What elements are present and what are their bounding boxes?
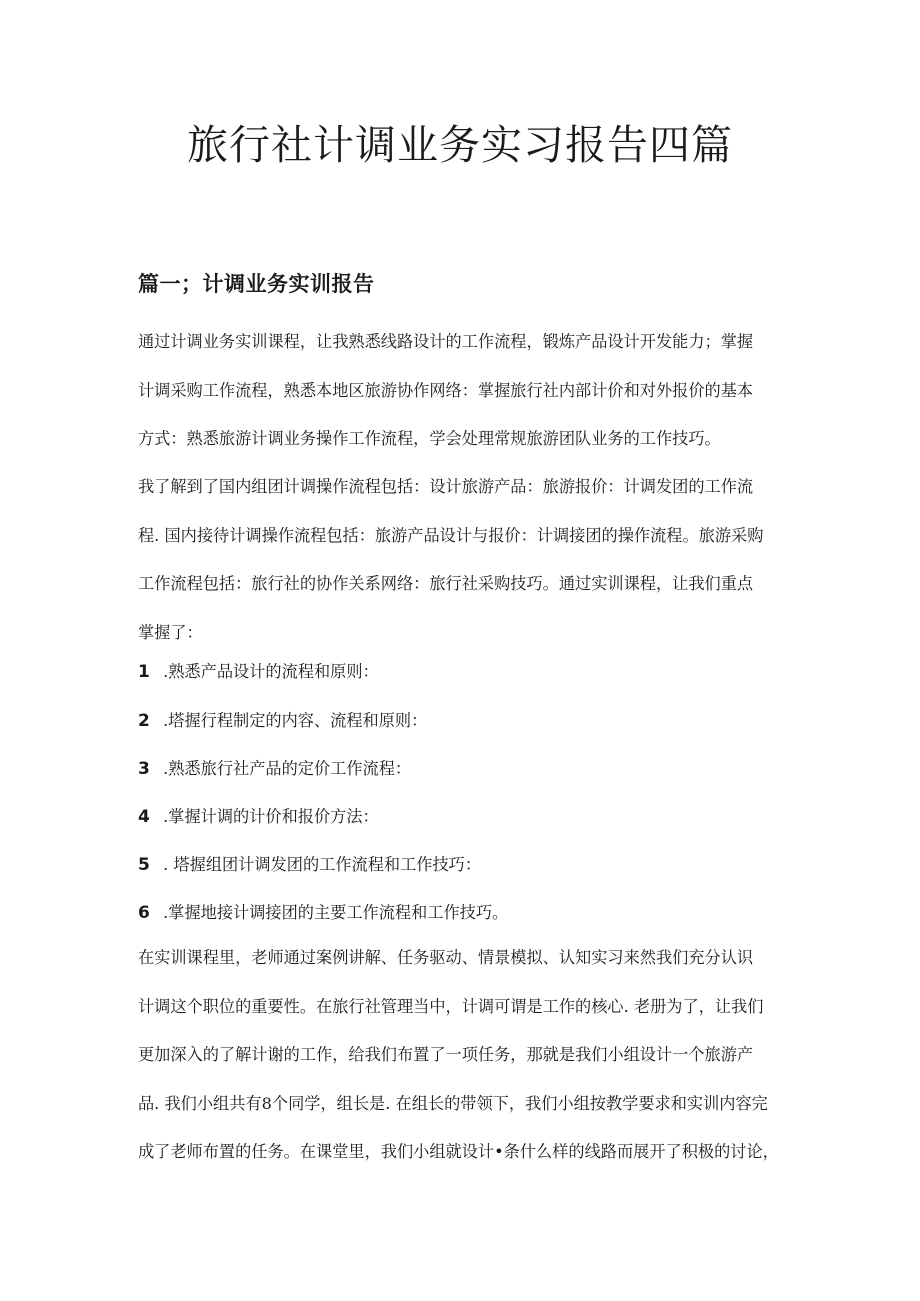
paragraph-line: 程. 国内接待计调操作流程包括：旅游产品设计与报价：计调接团的操作流程。旅游采购 bbox=[138, 525, 764, 545]
list-text: .塔握行程制定的内容、流程和原则： bbox=[163, 711, 428, 730]
paragraph-line: 计调采购工作流程，熟悉本地区旅游协作网络：掌握旅行社内部计价和对外报价的基本 bbox=[138, 380, 754, 400]
list-item bbox=[138, 899, 508, 923]
paragraph-line: 计调这个职位的重要性。在旅行社管理当中，计调可谓是工作的核心. 老册为了，让我们 bbox=[138, 996, 764, 1016]
paragraph-line: 在实训课程里，老师通过案例讲解、任务驱动、情景模拟、认知实习来然我们充分认识 bbox=[138, 948, 754, 967]
list-text: .熟悉产品设计的流程和原则： bbox=[163, 662, 379, 681]
list-number: 3 bbox=[138, 759, 150, 779]
list-text: . 塔握组团计调发团的工作流程和工作技巧： bbox=[163, 855, 482, 874]
list-number: 5 bbox=[138, 855, 150, 875]
document-title: 旅行社计调业务实习报告四篇 bbox=[187, 121, 733, 169]
list-item bbox=[138, 755, 411, 779]
list-number: 6 bbox=[138, 903, 150, 923]
list-number: 1 bbox=[138, 662, 150, 682]
list-item bbox=[138, 658, 379, 682]
paragraph-line: 我了解到了国内组团计调操作流程包括：设计旅游产品：旅游报价：计调发团的工作流 bbox=[138, 477, 754, 496]
paragraph-line: 通过计调业务实训课程，让我熟悉线路设计的工作流程，锻炼产品设计开发能力；掌握 bbox=[138, 332, 754, 351]
section-heading: 篇一；计调业务实训报告 bbox=[138, 272, 375, 296]
list-item bbox=[138, 803, 379, 827]
paragraph-line: 方式：熟悉旅游计调业务操作工作流程，学会处理常规旅游团队业务的工作技巧。 bbox=[138, 429, 721, 448]
list-text: .熟悉旅行社产品的定价工作流程： bbox=[163, 759, 412, 778]
paragraph-1 bbox=[138, 318, 788, 464]
paragraph-line: 工作流程包括：旅行社的协作关系网络：旅行社采购技巧。通过实训课程，让我们重点 bbox=[138, 574, 754, 593]
paragraph-line: 成了老师布置的任务。在课堂里，我们小组就设计•条什么样的线路而展开了积极的讨论， bbox=[138, 1142, 779, 1161]
list-number: 4 bbox=[138, 807, 150, 827]
list-number: 2 bbox=[138, 711, 150, 731]
list-item bbox=[138, 851, 481, 875]
paragraph-line: 品. 我们小组共有8个同学，组长是. 在组长的带领下，我们小组按教学要求和实训内容完 bbox=[138, 1093, 768, 1113]
list-item bbox=[138, 707, 427, 731]
paragraph-2 bbox=[138, 463, 788, 657]
list-text: .掌握地接计调接团的主要工作流程和工作技巧。 bbox=[163, 903, 509, 922]
list-text: .掌握计调的计价和报价方法： bbox=[163, 807, 379, 826]
paragraph-line: 掌握了： bbox=[138, 622, 203, 642]
paragraph-3 bbox=[138, 934, 788, 1177]
paragraph-line: 更加深入的了解计谢的工作，给我们布置了一项任务，那就是我们小组设计一个旅游产 bbox=[138, 1045, 754, 1064]
